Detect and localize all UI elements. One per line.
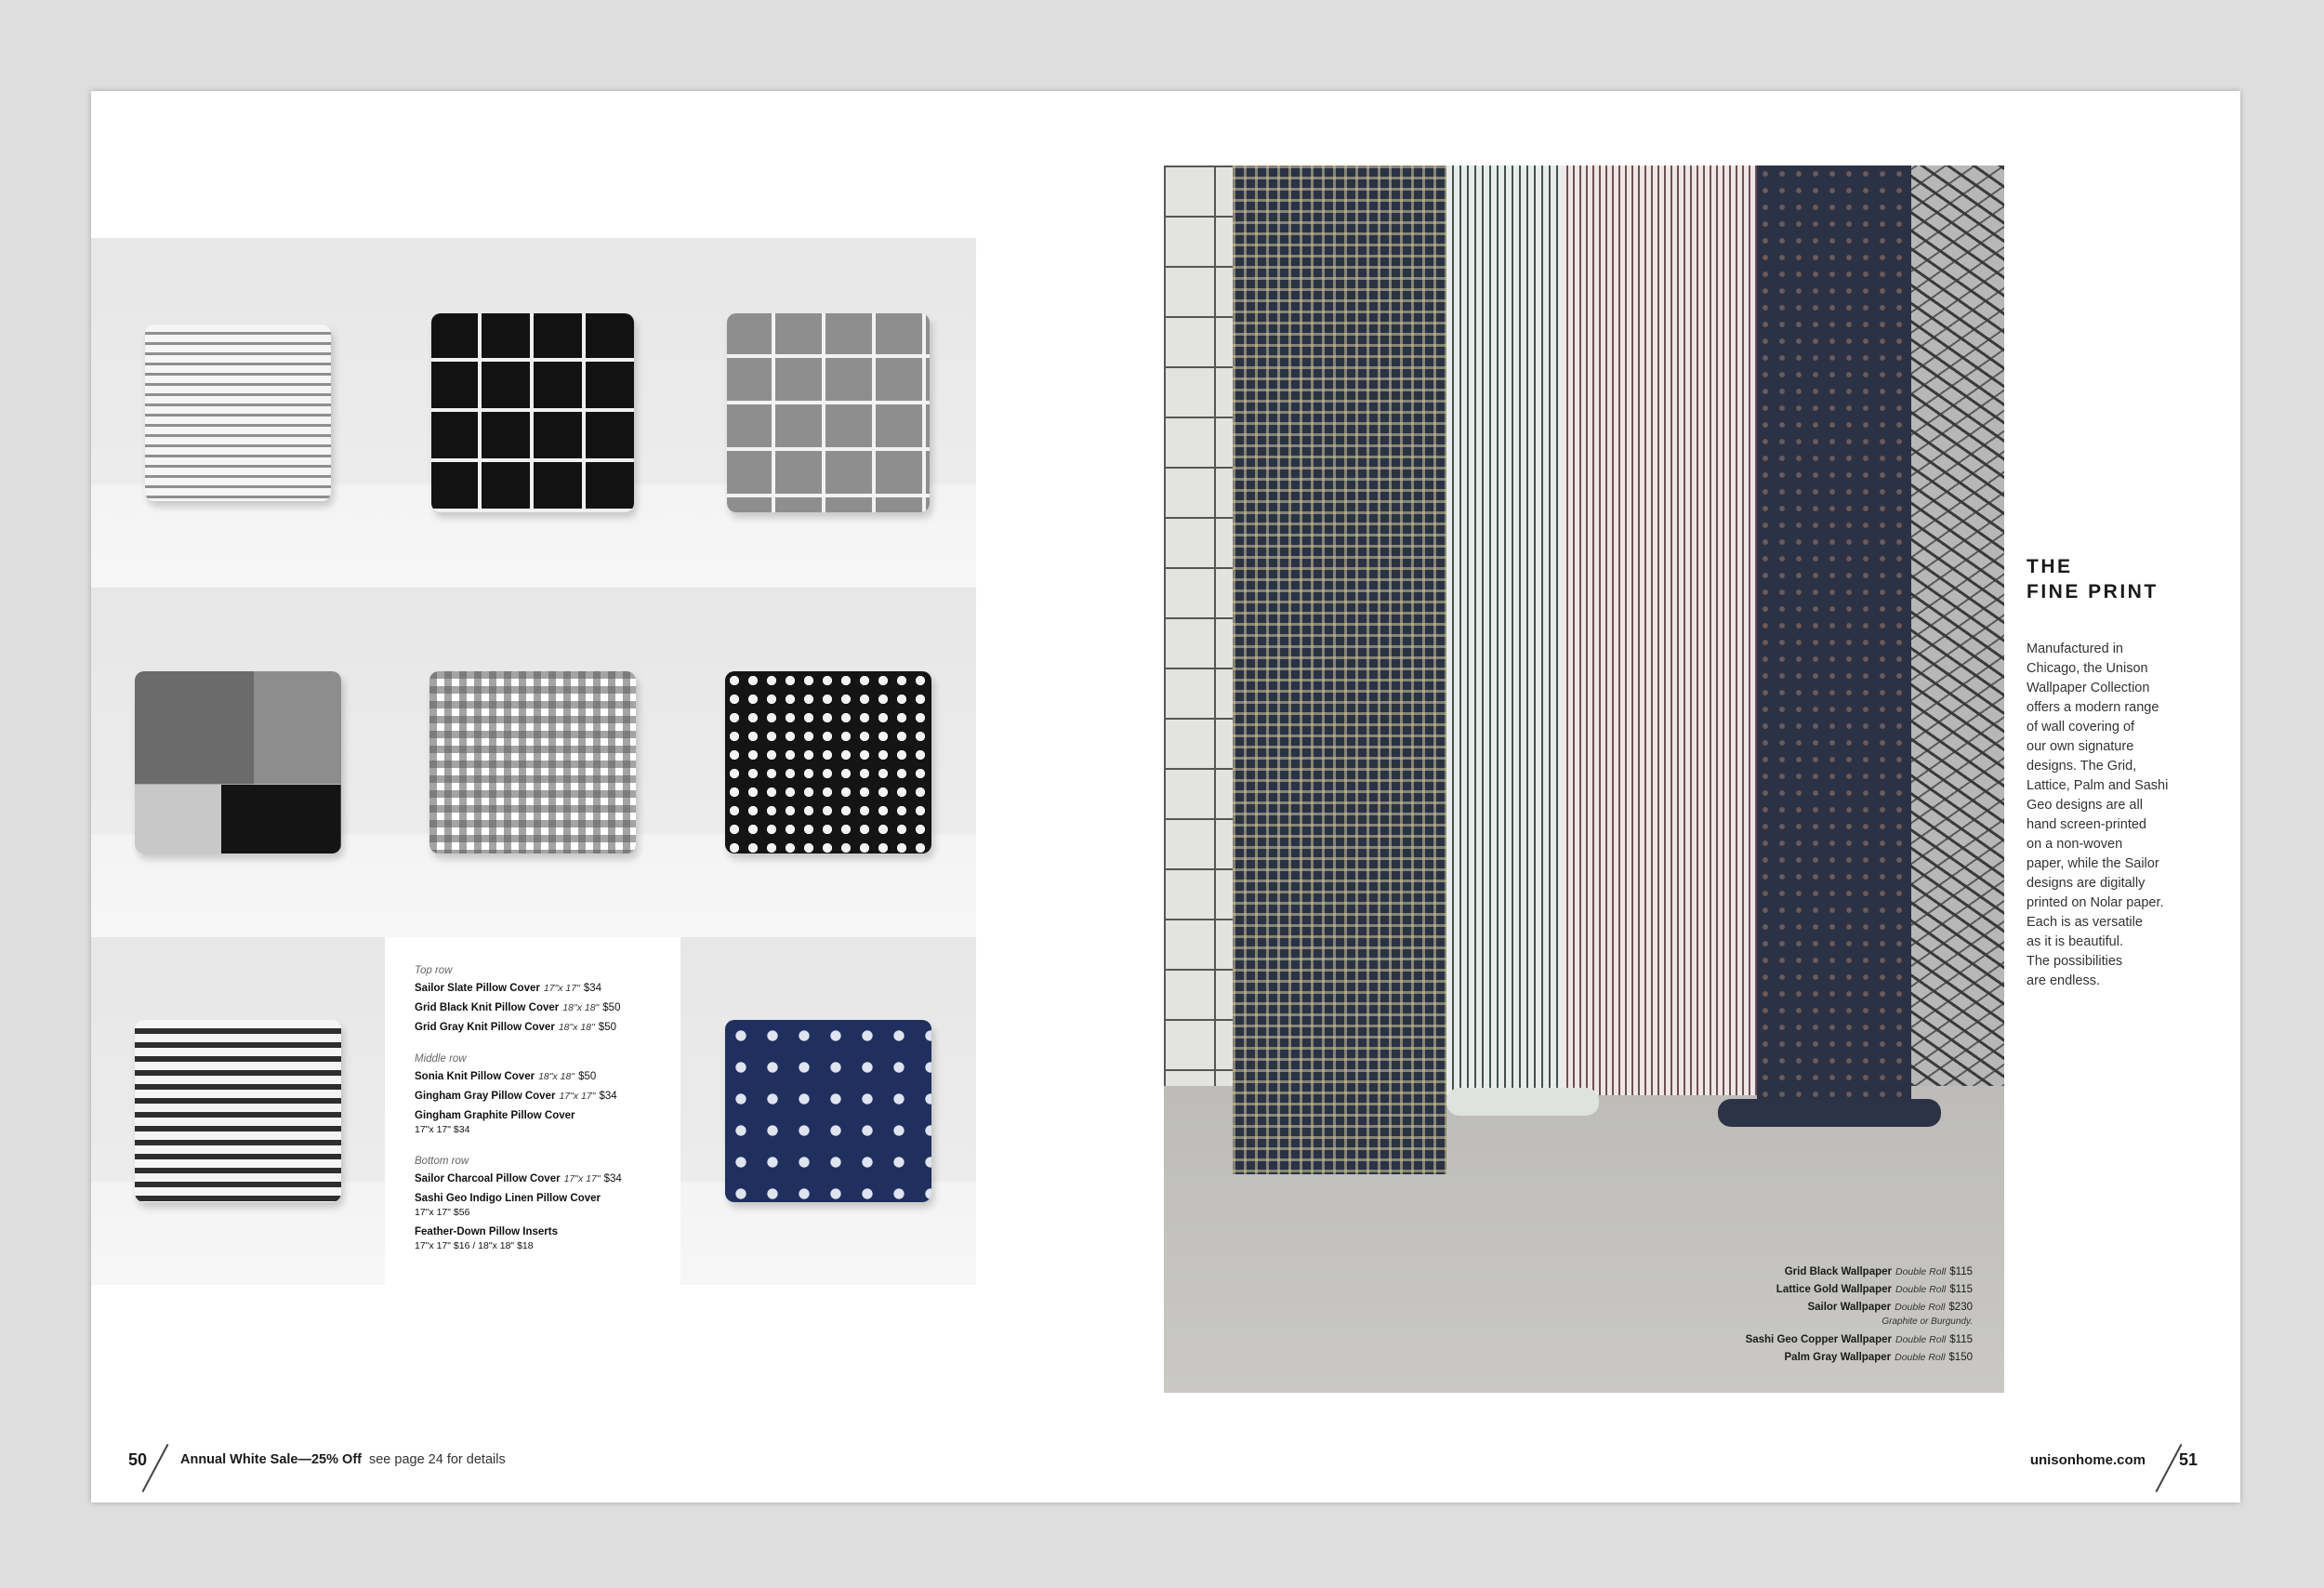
photo-sashi-geo-pillow [680, 937, 976, 1285]
photo-sonia-pillow [91, 588, 385, 937]
wallpaper-caption-item: Grid Black Wallpaper Double Roll $115 [1784, 1266, 1973, 1277]
grid-black-wallpaper-roll [1233, 165, 1446, 1174]
catalog-spread [91, 91, 2240, 1502]
sailor-charcoal-pillow [135, 1020, 341, 1202]
caption-group-middle [415, 1053, 680, 1137]
sailor-slate-pillow [145, 324, 331, 501]
photo-sailor-slate-pillow [91, 238, 385, 588]
sashi-geo-indigo-pillow [725, 1020, 931, 1202]
photo-grid-black-pillow [385, 238, 680, 588]
sale-detail: see page 24 for details [368, 1452, 506, 1467]
right-page-number: 51 [2178, 1450, 2198, 1469]
wallpaper-photo [1164, 165, 2004, 1393]
caption-heading: Top row [415, 965, 453, 976]
photo-grid-gray-pillow [680, 238, 976, 588]
website-link[interactable]: unisonhome.com [2029, 1452, 2146, 1468]
left-page-number: 50 [128, 1450, 148, 1469]
caption-group-top [415, 965, 680, 1035]
gingham-gray-pillow [429, 671, 636, 854]
wallpaper-caption-item: Sailor Wallpaper Double Roll $230 Graphite or Burgundy. [1807, 1302, 1973, 1327]
grid-gray-pillow [727, 313, 930, 512]
photo-sailor-charcoal-pillow [91, 937, 385, 1285]
caption-item: Sonia Knit Pillow Cover 18"x 18" $50 [415, 1071, 597, 1082]
caption-item: Grid Black Knit Pillow Cover 18"x 18" $50 [415, 1002, 621, 1013]
caption-item: Grid Gray Knit Pillow Cover 18"x 18" $50 [415, 1022, 616, 1033]
caption-item: Gingham Graphite Pillow Cover 17"x 17" $34 [415, 1110, 575, 1135]
wallpaper-caption-item: Sashi Geo Copper Wallpaper Double Roll $115 [1745, 1334, 1973, 1345]
fine-print-title: THE FINE PRINT [2027, 556, 2159, 602]
photo-gingham-graphite-pillow [680, 588, 976, 937]
sale-label: Annual White Sale—25% Off [180, 1452, 362, 1467]
grid-black-pillow [431, 313, 634, 512]
pillow-grid [91, 238, 976, 1285]
sailor-wallpaper-roll [1562, 165, 1757, 1095]
wallpaper-caption-item: Lattice Gold Wallpaper Double Roll $115 [1776, 1284, 1973, 1295]
wallpaper-captions [1746, 1264, 1973, 1367]
gingham-graphite-pillow [725, 671, 931, 854]
caption-heading: Middle row [415, 1053, 467, 1065]
caption-item: Gingham Gray Pillow Cover 17"x 17" $34 [415, 1091, 617, 1102]
palm-gray-wallpaper-roll [1911, 165, 2004, 1086]
wallpaper-caption-item: Palm Gray Wallpaper Double Roll $150 [1784, 1352, 1973, 1363]
sale-footer [180, 1452, 506, 1467]
photo-gingham-gray-pillow [385, 588, 680, 937]
lattice-wallpaper-roll [1446, 165, 1562, 1095]
pillow-captions [385, 937, 680, 1285]
sashi-roll-end [1718, 1099, 1941, 1127]
caption-item: Feather-Down Pillow Inserts 17"x 17" $16 / 18"x 18" $18 [415, 1226, 558, 1251]
caption-heading: Bottom row [415, 1156, 469, 1167]
fine-print-body: Manufactured in Chicago, the Unison Wallpaper Collection offers a modern range of wall covering of our own signature designs. The Grid, Lattice, Palm and Sashi Geo designs are all hand screen-printed on a non-woven paper, while the Sailor designs are digitally printed on Nolar paper. Each is as versatile as it is beautiful. The possibilities are endless. [2027, 642, 2169, 988]
sashi-geo-wallpaper-roll [1757, 165, 1911, 1105]
caption-group-bottom [415, 1156, 680, 1253]
lattice-roll-end [1446, 1088, 1599, 1116]
caption-item: Sailor Slate Pillow Cover 17"x 17" $34 [415, 983, 602, 994]
caption-item: Sailor Charcoal Pillow Cover 17"x 17" $34 [415, 1173, 622, 1184]
caption-item: Sashi Geo Indigo Linen Pillow Cover 17"x 17" $56 [415, 1193, 601, 1218]
sonia-knit-pillow [135, 671, 341, 854]
